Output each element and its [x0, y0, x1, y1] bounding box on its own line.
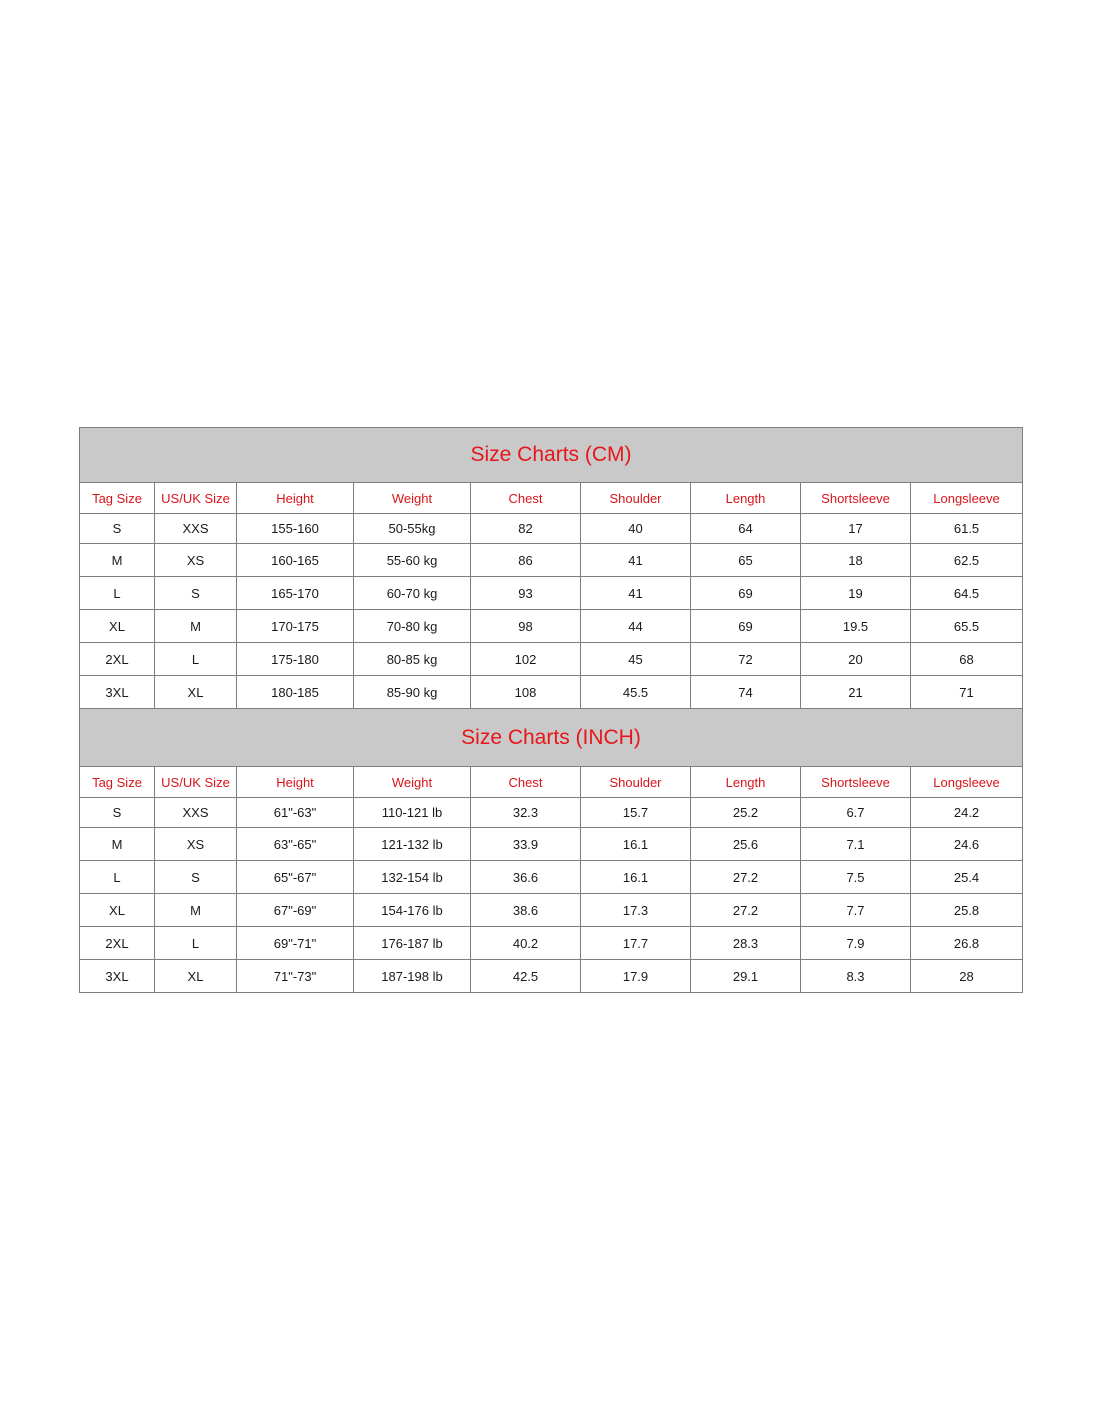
column-header-height: Height	[237, 483, 354, 514]
cell-length: 28.3	[691, 927, 801, 960]
cell-shortsleeve: 8.3	[801, 960, 911, 993]
cell-height: 155-160	[237, 514, 354, 544]
cell-longsleeve: 25.8	[911, 894, 1023, 927]
cell-length: 72	[691, 643, 801, 676]
size-chart-table	[79, 427, 1023, 993]
cell-chest: 86	[471, 544, 581, 577]
cell-us-uk-size: XL	[155, 960, 237, 993]
cell-shortsleeve: 20	[801, 643, 911, 676]
cell-chest: 102	[471, 643, 581, 676]
cell-shoulder: 15.7	[581, 798, 691, 828]
column-header-shoulder: Shoulder	[581, 767, 691, 798]
cell-length: 69	[691, 577, 801, 610]
cell-shortsleeve: 19	[801, 577, 911, 610]
cm-chart-title-row	[80, 428, 1023, 483]
cell-longsleeve: 25.4	[911, 861, 1023, 894]
cell-tag-size: S	[80, 514, 155, 544]
table-row	[80, 798, 1023, 828]
column-header-longsleeve: Longsleeve	[911, 483, 1023, 514]
cell-us-uk-size: S	[155, 577, 237, 610]
cell-tag-size: L	[80, 861, 155, 894]
column-header-us-uk-size: US/UK Size	[155, 483, 237, 514]
cell-chest: 98	[471, 610, 581, 643]
cell-shoulder: 40	[581, 514, 691, 544]
cell-length: 27.2	[691, 861, 801, 894]
cell-height: 71"-73"	[237, 960, 354, 993]
cell-tag-size: S	[80, 798, 155, 828]
cell-length: 25.6	[691, 828, 801, 861]
column-header-shortsleeve: Shortsleeve	[801, 483, 911, 514]
table-row	[80, 676, 1023, 709]
size-chart	[79, 427, 1022, 993]
cell-shoulder: 17.7	[581, 927, 691, 960]
cell-shoulder: 41	[581, 544, 691, 577]
column-header-chest: Chest	[471, 483, 581, 514]
cell-height: 165-170	[237, 577, 354, 610]
cell-shortsleeve: 7.9	[801, 927, 911, 960]
cell-longsleeve: 68	[911, 643, 1023, 676]
cell-height: 180-185	[237, 676, 354, 709]
column-header-weight: Weight	[354, 767, 471, 798]
cell-longsleeve: 28	[911, 960, 1023, 993]
column-header-tag-size: Tag Size	[80, 767, 155, 798]
table-row	[80, 828, 1023, 861]
cell-shortsleeve: 7.1	[801, 828, 911, 861]
cell-height: 170-175	[237, 610, 354, 643]
cell-chest: 40.2	[471, 927, 581, 960]
cell-weight: 70-80 kg	[354, 610, 471, 643]
table-row	[80, 577, 1023, 610]
cell-shortsleeve: 18	[801, 544, 911, 577]
cell-tag-size: 3XL	[80, 676, 155, 709]
cell-chest: 36.6	[471, 861, 581, 894]
cell-tag-size: 3XL	[80, 960, 155, 993]
table-row	[80, 643, 1023, 676]
cell-us-uk-size: S	[155, 861, 237, 894]
cell-height: 65"-67"	[237, 861, 354, 894]
cell-height: 61"-63"	[237, 798, 354, 828]
cell-longsleeve: 26.8	[911, 927, 1023, 960]
column-header-length: Length	[691, 767, 801, 798]
cell-length: 27.2	[691, 894, 801, 927]
cell-longsleeve: 62.5	[911, 544, 1023, 577]
cell-tag-size: 2XL	[80, 927, 155, 960]
cell-weight: 85-90 kg	[354, 676, 471, 709]
cell-shoulder: 45	[581, 643, 691, 676]
column-header-length: Length	[691, 483, 801, 514]
cell-shortsleeve: 6.7	[801, 798, 911, 828]
cell-us-uk-size: M	[155, 894, 237, 927]
cell-tag-size: M	[80, 828, 155, 861]
cell-length: 74	[691, 676, 801, 709]
cell-tag-size: XL	[80, 894, 155, 927]
cell-height: 160-165	[237, 544, 354, 577]
cell-length: 69	[691, 610, 801, 643]
cell-longsleeve: 61.5	[911, 514, 1023, 544]
table-row	[80, 514, 1023, 544]
cell-shoulder: 45.5	[581, 676, 691, 709]
cell-chest: 38.6	[471, 894, 581, 927]
cell-height: 175-180	[237, 643, 354, 676]
cell-chest: 108	[471, 676, 581, 709]
cell-length: 29.1	[691, 960, 801, 993]
cell-shoulder: 17.3	[581, 894, 691, 927]
inch-chart-header-row	[80, 767, 1023, 798]
table-row	[80, 927, 1023, 960]
cm-chart-header-row	[80, 483, 1023, 514]
inch-chart-title: Size Charts (INCH)	[80, 709, 1023, 767]
cell-longsleeve: 71	[911, 676, 1023, 709]
cell-tag-size: M	[80, 544, 155, 577]
cell-shortsleeve: 7.5	[801, 861, 911, 894]
cell-weight: 132-154 lb	[354, 861, 471, 894]
cm-chart-title: Size Charts (CM)	[80, 428, 1023, 483]
column-header-weight: Weight	[354, 483, 471, 514]
cell-shoulder: 16.1	[581, 861, 691, 894]
cell-chest: 82	[471, 514, 581, 544]
column-header-height: Height	[237, 767, 354, 798]
cell-shoulder: 17.9	[581, 960, 691, 993]
cell-weight: 154-176 lb	[354, 894, 471, 927]
cell-length: 25.2	[691, 798, 801, 828]
column-header-chest: Chest	[471, 767, 581, 798]
table-row	[80, 610, 1023, 643]
cell-weight: 60-70 kg	[354, 577, 471, 610]
cell-length: 64	[691, 514, 801, 544]
table-row	[80, 960, 1023, 993]
cell-us-uk-size: XXS	[155, 514, 237, 544]
column-header-us-uk-size: US/UK Size	[155, 767, 237, 798]
cell-chest: 42.5	[471, 960, 581, 993]
cell-shoulder: 44	[581, 610, 691, 643]
cell-shortsleeve: 21	[801, 676, 911, 709]
cell-weight: 50-55kg	[354, 514, 471, 544]
inch-chart-title-row	[80, 709, 1023, 767]
cell-longsleeve: 24.2	[911, 798, 1023, 828]
cell-shortsleeve: 19.5	[801, 610, 911, 643]
cell-height: 69"-71"	[237, 927, 354, 960]
column-header-tag-size: Tag Size	[80, 483, 155, 514]
cell-longsleeve: 24.6	[911, 828, 1023, 861]
cell-chest: 93	[471, 577, 581, 610]
cell-weight: 55-60 kg	[354, 544, 471, 577]
cell-tag-size: L	[80, 577, 155, 610]
cell-us-uk-size: XS	[155, 544, 237, 577]
cell-us-uk-size: L	[155, 643, 237, 676]
cell-height: 63"-65"	[237, 828, 354, 861]
cell-us-uk-size: XXS	[155, 798, 237, 828]
cell-weight: 187-198 lb	[354, 960, 471, 993]
column-header-longsleeve: Longsleeve	[911, 767, 1023, 798]
cell-shortsleeve: 17	[801, 514, 911, 544]
cell-shoulder: 41	[581, 577, 691, 610]
table-row	[80, 861, 1023, 894]
table-row	[80, 894, 1023, 927]
table-row	[80, 544, 1023, 577]
cell-chest: 33.9	[471, 828, 581, 861]
cell-weight: 121-132 lb	[354, 828, 471, 861]
cell-chest: 32.3	[471, 798, 581, 828]
cell-us-uk-size: M	[155, 610, 237, 643]
cell-tag-size: 2XL	[80, 643, 155, 676]
column-header-shortsleeve: Shortsleeve	[801, 767, 911, 798]
cell-us-uk-size: L	[155, 927, 237, 960]
cell-weight: 110-121 lb	[354, 798, 471, 828]
cell-length: 65	[691, 544, 801, 577]
cell-tag-size: XL	[80, 610, 155, 643]
cell-weight: 80-85 kg	[354, 643, 471, 676]
cell-longsleeve: 64.5	[911, 577, 1023, 610]
cell-weight: 176-187 lb	[354, 927, 471, 960]
cell-longsleeve: 65.5	[911, 610, 1023, 643]
cell-height: 67"-69"	[237, 894, 354, 927]
column-header-shoulder: Shoulder	[581, 483, 691, 514]
cell-shoulder: 16.1	[581, 828, 691, 861]
cell-us-uk-size: XS	[155, 828, 237, 861]
cell-us-uk-size: XL	[155, 676, 237, 709]
cell-shortsleeve: 7.7	[801, 894, 911, 927]
